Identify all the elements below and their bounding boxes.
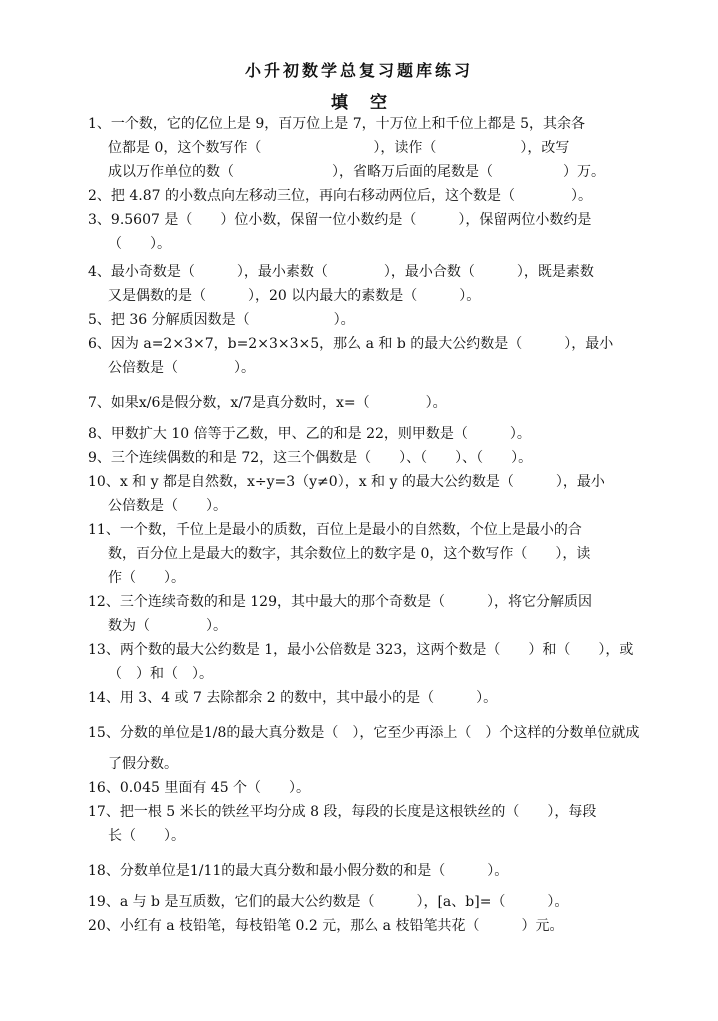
question-line: 位都是 0，这个数写作（ ），读作（ ），改写 [108, 140, 570, 156]
question-line: 长（ ）。 [108, 828, 185, 844]
question-item [88, 308, 668, 332]
question-line: 公倍数是（ ）。 [108, 498, 227, 514]
question-line: 又是偶数的是（ ），20 以内最大的素数是（ ）。 [108, 288, 481, 304]
question-item [88, 800, 668, 848]
question-line: 13、两个数的最大公约数是 1，最小公倍数是 323，这两个数是（ ）和（ ），或 [88, 642, 634, 658]
question-item [88, 714, 668, 776]
question-item [88, 470, 668, 518]
page-title: 小升初数学总复习题库练习 [244, 61, 473, 80]
question-line: 7、如果x/6是假分数，x/7是真分数时，x=（ ）。 [88, 395, 447, 411]
question-item [88, 638, 668, 686]
question-line: 作（ ）。 [108, 570, 185, 586]
question-line: 11、一个数，千位上是最小的质数，百位上是最小的自然数，个位上是最小的合 [88, 522, 582, 538]
question-item [88, 422, 668, 446]
question-item [88, 890, 668, 914]
question-item [88, 590, 668, 638]
question-line: 17、把一根 5 米长的铁丝平均分成 8 段，每段的长度是这根铁丝的（ ），每段 [88, 804, 597, 820]
question-line: 公倍数是（ ）。 [108, 360, 255, 376]
question-list [88, 112, 668, 938]
question-line: 1、一个数，它的亿位上是 9，百万位上是 7，十万位上和千位上都是 5，其余各 [88, 116, 585, 132]
question-item [88, 852, 668, 890]
question-line: 6、因为 a=2×3×7，b=2×3×3×5，那么 a 和 b 的最大公约数是（ ），最小 [88, 336, 614, 352]
question-line: 19、a 与 b 是互质数，它们的最大公约数是（ ），[a、b]=（ ）。 [88, 894, 569, 910]
question-line: 5、把 36 分解质因数是（ ）。 [88, 312, 355, 328]
question-line: 了假分数。 [108, 756, 178, 772]
question-line: 数为（ ）。 [108, 618, 227, 634]
question-line: 3、9.5607 是（ ）位小数，保留一位小数约是（ ），保留两位小数约是 [88, 212, 592, 228]
question-line: 15、分数的单位是1/8的最大真分数是（ ），它至少再添上（ ）个这样的分数单位就成 [88, 725, 640, 741]
question-line: 4、最小奇数是（ ），最小素数（ ），最小合数（ ），既是素数 [88, 264, 594, 280]
question-item [88, 446, 668, 470]
question-item [88, 776, 668, 800]
question-item [88, 260, 668, 308]
question-line: 12、三个连续奇数的和是 129，其中最大的那个奇数是（ ），将它分解质因 [88, 594, 592, 610]
question-line: （ ）和（ ）。 [108, 666, 213, 682]
question-line: 10、x 和 y 都是自然数，x÷y=3（y≠0），x 和 y 的最大公约数是（ ），最小 [88, 474, 605, 490]
question-item [88, 208, 668, 256]
question-line: 20、小红有 a 枝铅笔，每枝铅笔 0.2 元，那么 a 枝铅笔共花（ ）元。 [88, 918, 564, 934]
question-item [88, 332, 668, 380]
question-line: 成以万作单位的数（ ），省略万后面的尾数是（ ）万。 [108, 164, 605, 180]
question-line: 9、三个连续偶数的和是 72，这三个偶数是（ ）、（ ）、（ ）。 [88, 450, 533, 466]
question-item [88, 686, 668, 710]
question-item [88, 384, 668, 422]
question-line: 16、0.045 里面有 45 个（ ）。 [88, 780, 311, 796]
question-item [88, 184, 668, 208]
question-line: （ ）。 [108, 236, 171, 252]
section-title: 填空 [331, 93, 409, 113]
question-line: 14、用 3、4 或 7 去除都余 2 的数中，其中最小的是（ ）。 [88, 690, 498, 706]
question-line: 8、甲数扩大 10 倍等于乙数，甲、乙的和是 22，则甲数是（ ）。 [88, 426, 531, 442]
question-line: 2、把 4.87 的小数点向左移动三位，再向右移动两位后，这个数是（ ）。 [88, 188, 592, 204]
question-item [88, 112, 668, 184]
question-item [88, 914, 668, 938]
question-line: 18、分数单位是1/11的最大真分数和最小假分数的和是（ ）。 [88, 863, 509, 879]
question-item [88, 518, 668, 590]
question-line: 数，百分位上是最大的数字，其余数位上的数字是 0，这个数写作（ ），读 [108, 546, 591, 562]
